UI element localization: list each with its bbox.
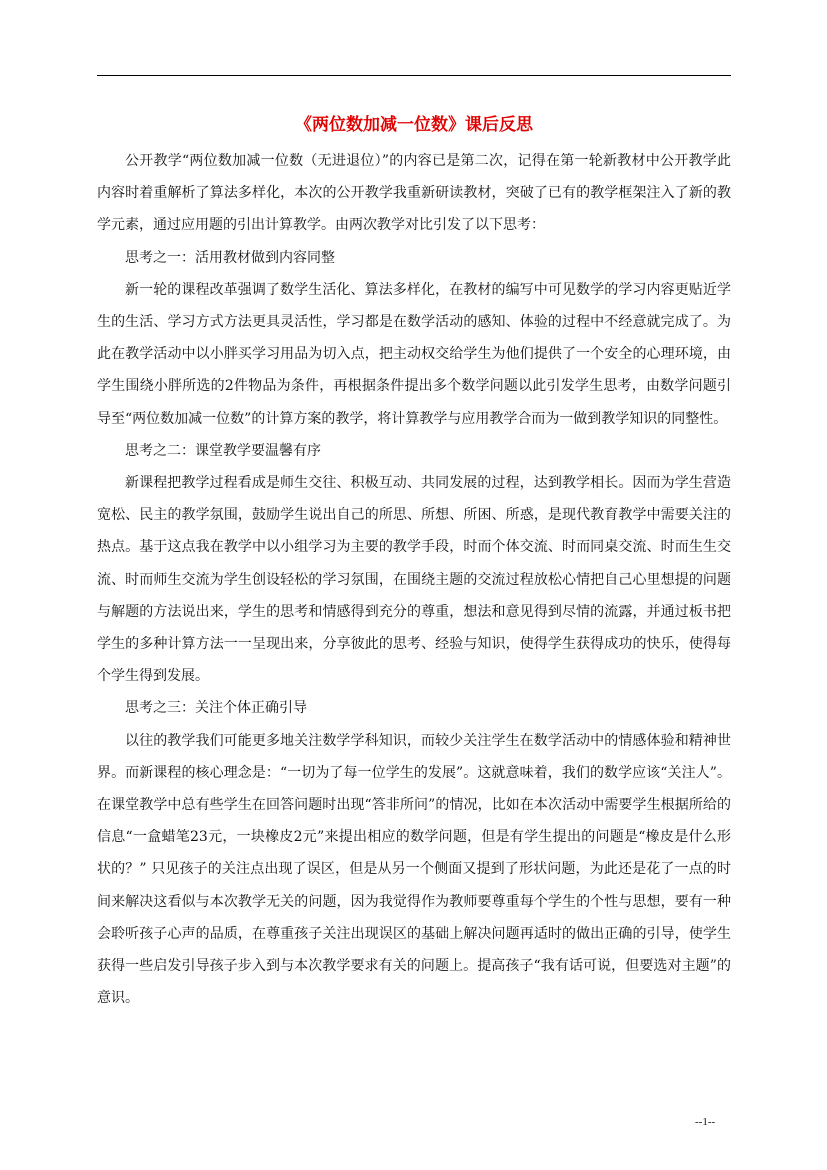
document-body: [97, 145, 731, 1014]
page-number: --1--: [695, 1116, 716, 1128]
section-paragraph-1: 新一轮的课程改革强调了数学生活化、算法多样化，在教材的编写中可见数学的学习内容更贴近学生的生活、学习方式方法更具灵活性，学习都是在数学活动的感知、体验的过程中不经意就完成了。为此在教学活动中以小胖买学习用品为切入点，把主动权交给学生为他们提供了一个安全的心理环境，由学生围绕小胖所选的2件物品为条件，再根据条件提出多个数学问题以此引发学生思考，由数学问题引导至“两位数加减一位数”的计算方案的教学，将计算教学与应用教学合而为一做到教学知识的同整性。: [97, 281, 731, 427]
header-rule: [97, 75, 731, 76]
section-heading-2: 思考之二：课堂教学要温馨有序: [125, 442, 321, 459]
section-heading-3: 思考之三：关注个体正确引导: [125, 700, 307, 717]
intro-paragraph: 公开教学“两位数加减一位数（无进退位）”的内容已是第二次，记得在第一轮新教材中公开教学此内容时着重解析了算法多样化，本次的公开教学我重新研读教材，突破了已有的教学框架注入了新的教学元素，通过应用题的引出计算教学。由两次教学对比引发了以下思考：: [97, 153, 731, 234]
document-title: 《两位数加减一位数》课后反思: [295, 115, 533, 135]
section-heading-1: 思考之一：活用教材做到内容同整: [125, 249, 335, 266]
section-paragraph-3: 以往的教学我们可能更多地关注数学学科知识，而较少关注学生在数学活动中的情感体验和精神世界。而新课程的核心理念是：“一切为了每一位学生的发展”。这就意味着，我们的数学应该“关注人”。在课堂教学中总有些学生在回答问题时出现“答非所问”的情况，比如在本次活动中需要学生根据所给的信息“一盒蜡笔23元，一块橡皮2元”来提出相应的数学问题，但是有学生提出的问题是“橡皮是什么形状的？” 只见孩子的关注点出现了误区，但是从另一个侧面又提到了形状问题，为此还是花了一点的时间来解决这看似与本次教学无关的问题，因为我觉得作为教师要尊重每个学生的个性与思想，要有一种会聆听孩子心声的品质，在尊重孩子关注出现误区的基础上解决问题再适时的做出正确的引导，使学生获得一些启发引导孩子步入到与本次教学要求有关的问题上。提高孩子“我有话可说，但要选对主题”的意识。: [97, 732, 731, 1007]
section-paragraph-2: 新课程把教学过程看成是师生交往、积极互动、共同发展的过程，达到教学相长。因而为学生营造宽松、民主的教学氛围，鼓励学生说出自己的所思、所想、所困、所惑，是现代教育教学中需要关注的热点。基于这点我在教学中以小组学习为主要的教学手段，时而个体交流、时而同桌交流、时而生生交流、时而师生交流为学生创设轻松的学习氛围，在围绕主题的交流过程放松心情把自己心里想提的问题与解题的方法说出来，学生的思考和情感得到充分的尊重，想法和意见得到尽情的流露，并通过板书把学生的多种计算方法一一呈现出来，分享彼此的思考、经验与知识，使得学生获得成功的快乐，使得每个学生得到发展。: [97, 475, 731, 685]
